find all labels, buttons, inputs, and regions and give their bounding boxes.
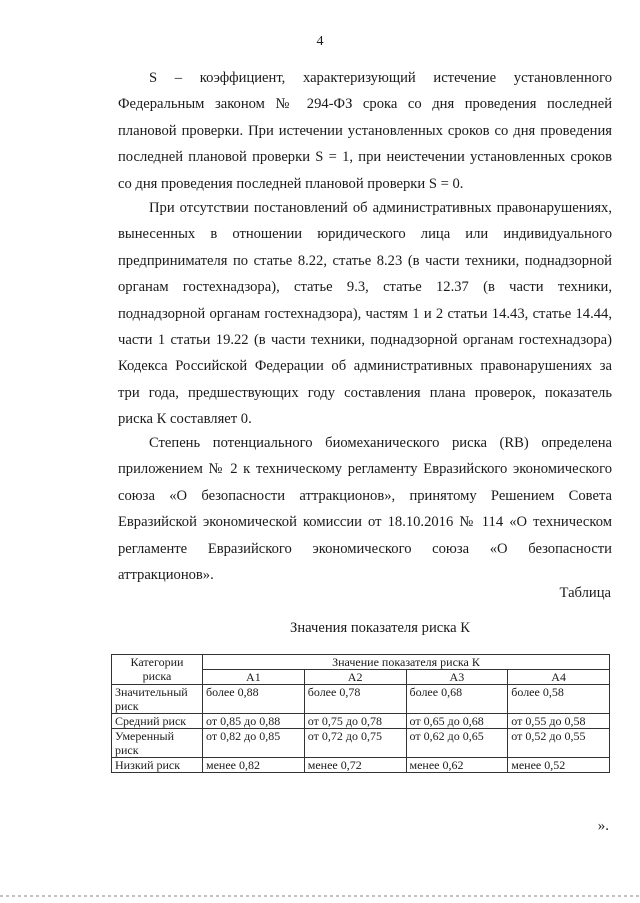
table-cell: от 0,75 до 0,78 — [304, 714, 406, 729]
table-row — [112, 685, 610, 714]
row-category: Умеренный риск — [112, 729, 203, 758]
column-header-a4: A4 — [508, 670, 610, 685]
table-label: Таблица — [559, 585, 611, 601]
table-title: Значения показателя риска К — [290, 620, 470, 636]
category-header: Категории риска — [112, 655, 203, 685]
paragraph-biomechanical-risk: Степень потенциального биомеханического риска (RB) определена приложением № 2 к техническому регламенту Евразийского экономического союза «О безопасности аттракционов», принятому Решением Совета Евразийской экономической комиссии от 18.10.2016 № 114 «О техническом регламенте Евразийского экономического союза «О безопасности аттракционов». — [118, 435, 612, 584]
table-cell: менее 0,82 — [203, 758, 305, 773]
value-header: Значение показателя риска К — [203, 655, 610, 670]
row-category: Низкий риск — [112, 758, 203, 773]
table-cell: более 0,78 — [304, 685, 406, 714]
page-bottom-edge — [0, 895, 640, 897]
risk-values-table — [111, 654, 610, 773]
table-cell: от 0,85 до 0,88 — [203, 714, 305, 729]
column-header-a3: A3 — [406, 670, 508, 685]
table-cell: более 0,68 — [406, 685, 508, 714]
table-cell: от 0,55 до 0,58 — [508, 714, 610, 729]
paragraph-s-coefficient: S – коэффициент, характеризующий истечение установленного Федеральным законом № 294-ФЗ срока со дня проведения последней плановой проверки. При истечении установленных сроков со дня проведения последней плановой проверки S = 1, при неистечении установленных сроков со дня проведения последней плановой проверки S = 0. — [118, 70, 612, 192]
table-cell: от 0,82 до 0,85 — [203, 729, 305, 758]
table-header-row — [112, 655, 610, 670]
column-header-a1: A1 — [203, 670, 305, 685]
table-cell: более 0,88 — [203, 685, 305, 714]
table-cell: от 0,52 до 0,55 — [508, 729, 610, 758]
paragraph-no-violations: При отсутствии постановлений об административных правонарушениях, вынесенных в отношении юридического лица или индивидуального предпринимателя по статье 8.22, статье 8.23 (в части техники, поднадзорной органам гостехнадзора), статье 9.3, статье 12.37 (в части техники, поднадзорной органам гостехнадзора), частям 1 и 2 статьи 14.43, статье 14.44, части 1 статьи 19.22 (в части техники, поднадзорной органам гостехнадзора) Кодекса Российской Федерации об административных правонарушениях за три года, предшествующих году составления плана проверок, показатель риска К составляет 0. — [118, 200, 612, 428]
table-cell: от 0,62 до 0,65 — [406, 729, 508, 758]
column-header-a2: A2 — [304, 670, 406, 685]
row-category: Средний риск — [112, 714, 203, 729]
table-cell: от 0,65 до 0,68 — [406, 714, 508, 729]
table-cell: более 0,58 — [508, 685, 610, 714]
table-cell: от 0,72 до 0,75 — [304, 729, 406, 758]
table-row — [112, 714, 610, 729]
row-category: Значительный риск — [112, 685, 203, 714]
page-number: 4 — [316, 34, 324, 49]
table-row — [112, 758, 610, 773]
closing-quote-mark: ». — [597, 818, 609, 834]
table-cell: менее 0,52 — [508, 758, 610, 773]
table-cell: менее 0,72 — [304, 758, 406, 773]
table-cell: менее 0,62 — [406, 758, 508, 773]
table-row — [112, 729, 610, 758]
